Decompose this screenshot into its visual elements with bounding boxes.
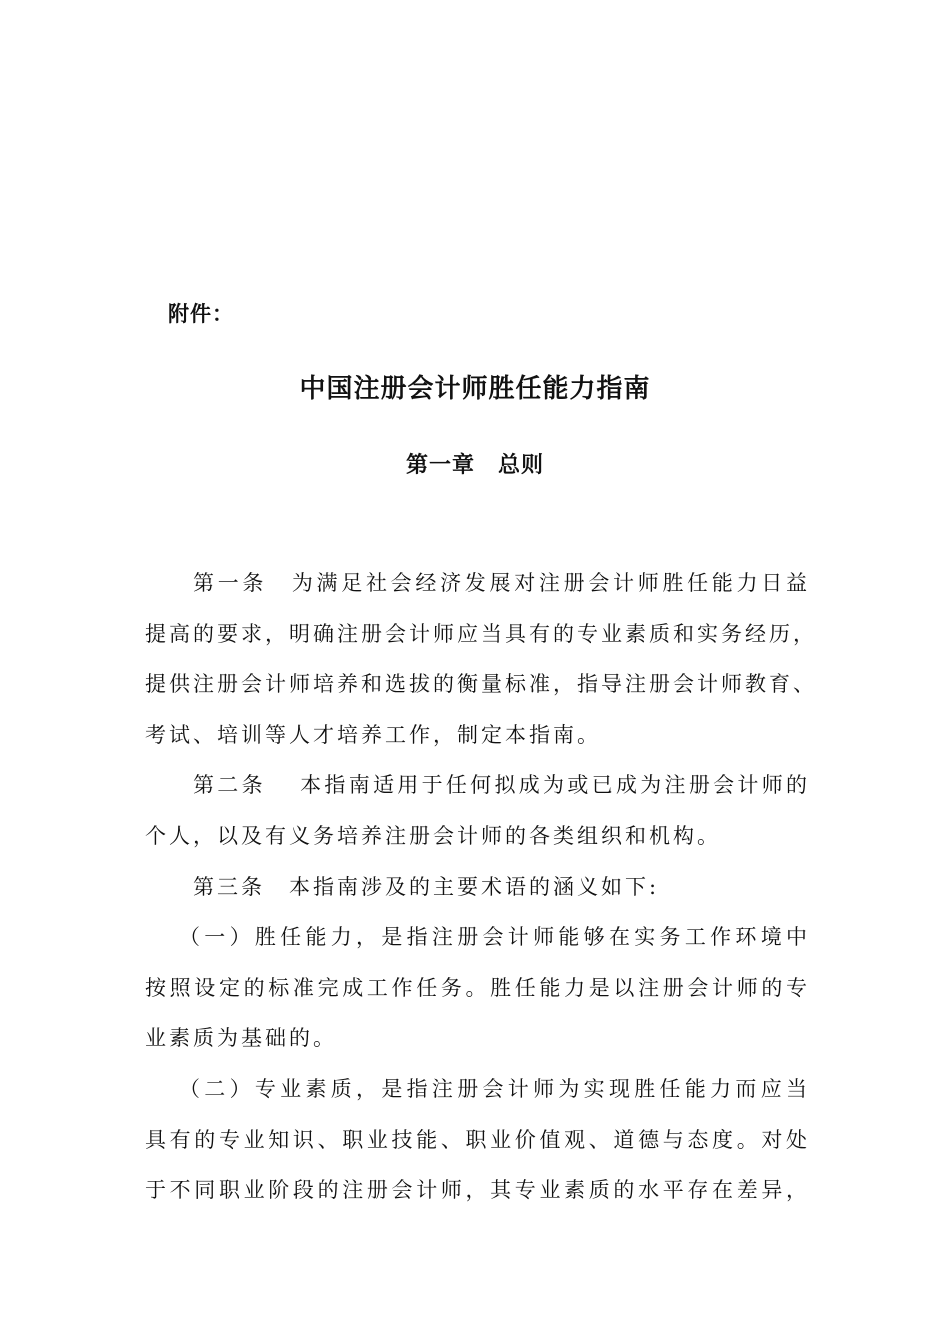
paragraph-line: 业素质为基础的。	[145, 1026, 337, 1051]
paragraph-line: 第一条 为满足社会经济发展对注册会计师胜任能力日益	[193, 571, 810, 595]
paragraph-line: 于不同职业阶段的注册会计师，其专业素质的水平存在差异，	[145, 1178, 810, 1203]
paragraph-line: （二）专业素质，是指注册会计师为实现胜任能力而应当	[179, 1076, 810, 1101]
paragraph-line: （一）胜任能力，是指注册会计师能够在实务工作环境中	[179, 925, 810, 950]
chapter-heading: 第一章 总则	[405, 453, 544, 478]
attachment-label: 附件：	[168, 302, 234, 326]
paragraph-line: 提供注册会计师培养和选拔的衡量标准，指导注册会计师教育、	[145, 672, 817, 697]
paragraph-line: 按照设定的标准完成工作任务。胜任能力是以注册会计师的专	[145, 975, 810, 1000]
body-text	[145, 558, 817, 1216]
paragraph-line: 第二条 本指南适用于任何拟成为或已成为注册会计师的	[193, 773, 810, 798]
paragraph-line: 具有的专业知识、职业技能、职业价值观、道德与态度。对处	[145, 1127, 810, 1152]
paragraph-line: 考试、培训等人才培养工作，制定本指南。	[145, 722, 601, 747]
paragraph-line: 第三条 本指南涉及的主要术语的涵义如下:	[193, 874, 660, 899]
document-title: 中国注册会计师胜任能力指南	[299, 374, 651, 404]
paragraph-line: 提高的要求，明确注册会计师应当具有的专业素质和实务经历，	[145, 621, 817, 646]
paragraph-line: 个人，以及有义务培养注册会计师的各类组织和机构。	[145, 823, 721, 848]
